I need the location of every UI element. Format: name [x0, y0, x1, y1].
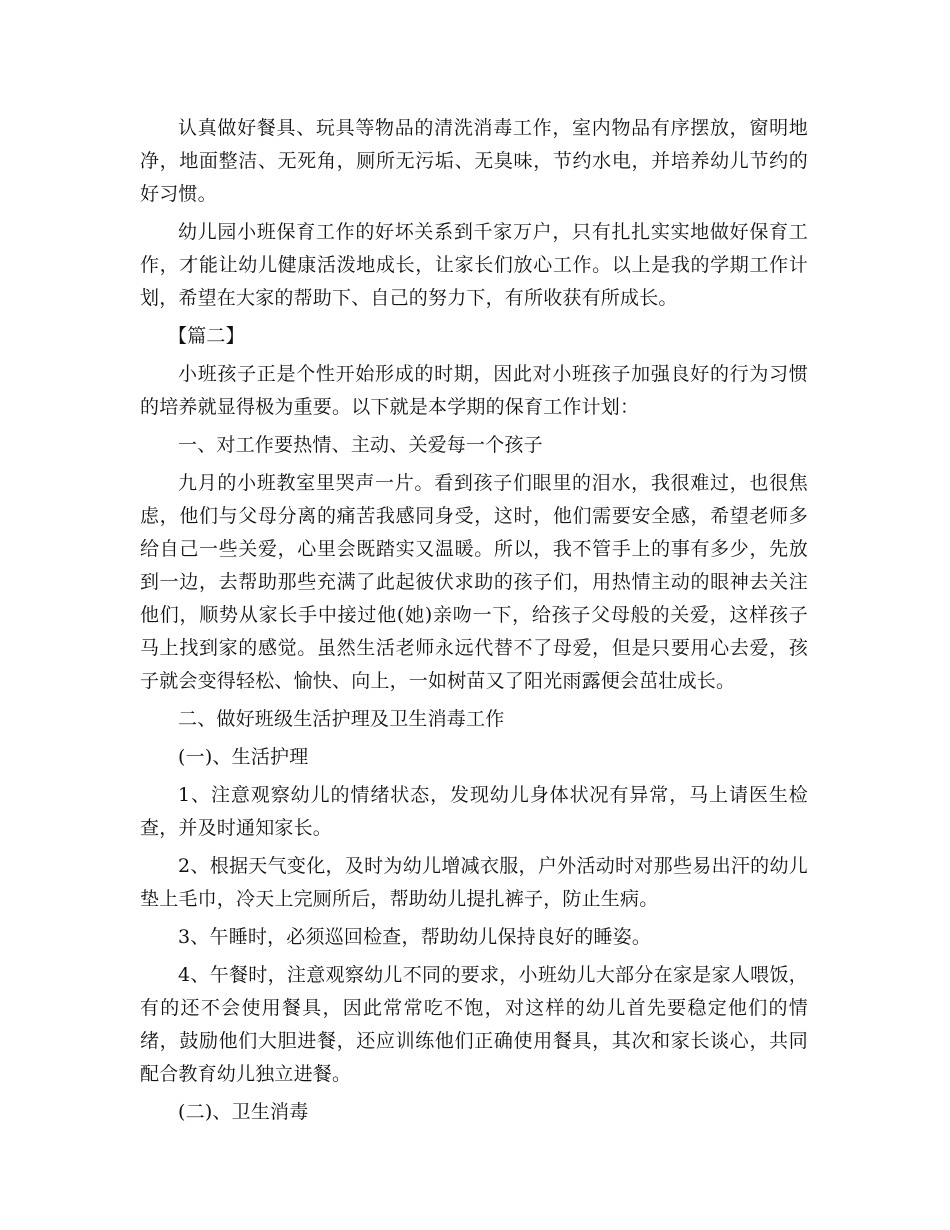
subheading-life-care: (一)、生活护理: [178, 746, 309, 768]
list-item-1: 1、注意观察幼儿的情绪状态，发现幼儿身体状况有异常，马上请医生检查，并及时通知家长。: [140, 784, 808, 839]
heading-section-one: 一、对工作要热情、主动、关爱每一个孩子: [178, 434, 543, 456]
subheading-hygiene: (二)、卫生消毒: [178, 1101, 309, 1123]
paragraph-september: 九月的小班教室里哭声一片。看到孩子们眼里的泪水，我很难过，也很焦虑，他们与父母分离的痛苦我感同身受，这时，他们需要安全感，希望老师多给自己一些关爱，心里会既踏实又温暖。所以，我不管手上的事有多少，先放到一边，去帮助那些充满了此起彼伏求助的孩子们，用热情主动的眼神去关注他们，顺势从家长手中接过他(她)亲吻一下，给孩子父母般的关爱，这样孩子马上找到家的感觉。虽然生活老师永远代替不了母爱，但是只要用心去爱，孩子就会变得轻松、愉快、向上，一如树苗又了阳光雨露便会茁壮成长。: [140, 472, 808, 692]
list-item-2: 2、根据天气变化，及时为幼儿增减衣服，户外活动时对那些易出汗的幼儿垫上毛巾，冷天上完厕所后，帮助幼儿提扎裤子，防止生病。: [140, 855, 808, 910]
list-item-3: 3、午睡时，必须巡回检查，帮助幼儿保持良好的睡姿。: [178, 926, 652, 948]
paragraph-intro: 小班孩子正是个性开始形成的时期，因此对小班孩子加强良好的行为习惯的培养就显得极为重要。以下就是本学期的保育工作计划：: [140, 363, 808, 418]
section-title-part-two: 【篇二】: [168, 325, 245, 347]
document-body: [140, 112, 808, 1134]
list-item-4: 4、午餐时，注意观察幼儿不同的要求，小班幼儿大部分在家是家人喂饭，有的还不会使用餐具，因此常常吃不饱，对这样的幼儿首先要稳定他们的情绪，鼓励他们大胆进餐，还应训练他们正确使用餐具，其次和家长谈心，共同配合教育幼儿独立进餐。: [140, 964, 808, 1085]
paragraph-summary: 幼儿园小班保育工作的好坏关系到千家万户，只有扎扎实实地做好保育工作，才能让幼儿健康活泼地成长，让家长们放心工作。以上是我的学期工作计划，希望在大家的帮助下、自己的努力下，有所收获有所成长。: [140, 221, 808, 309]
paragraph-cleaning: 认真做好餐具、玩具等物品的清洗消毒工作，室内物品有序摆放，窗明地净，地面整洁、无死角，厕所无污垢、无臭味，节约水电，并培养幼儿节约的好习惯。: [140, 117, 808, 205]
heading-section-two: 二、做好班级生活护理及卫生消毒工作: [178, 708, 505, 730]
